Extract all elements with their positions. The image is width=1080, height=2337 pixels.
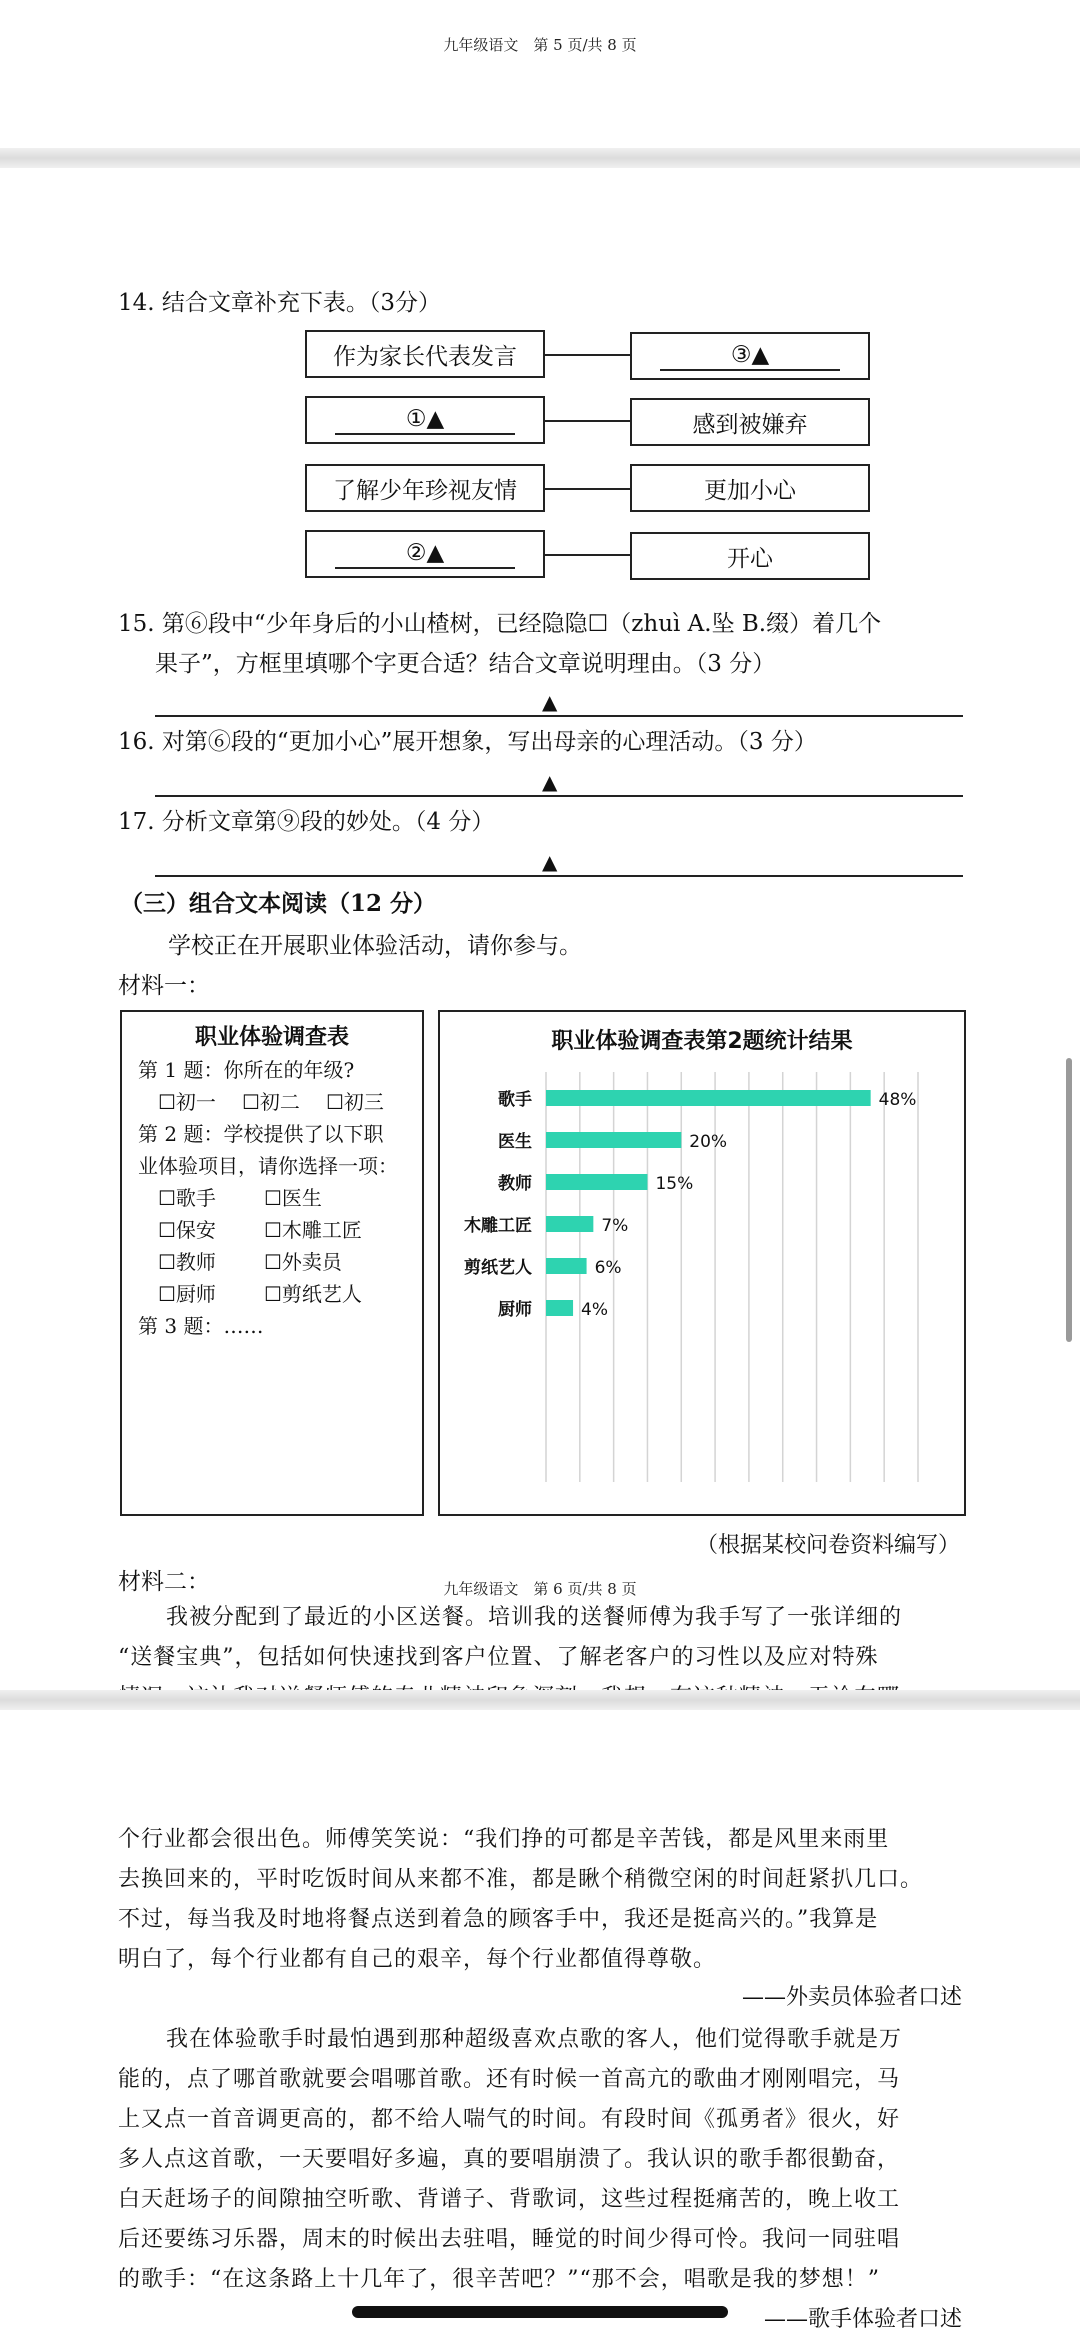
category-label: 医生 bbox=[498, 1132, 532, 1152]
text-line: 明白了，每个行业都有自己的艰辛，每个行业都值得尊敬。 bbox=[118, 1947, 717, 1972]
value-label: 6% bbox=[594, 1258, 622, 1278]
blank-3: ③▲ bbox=[660, 341, 840, 371]
category-label: 厨师 bbox=[498, 1300, 532, 1320]
connector-line bbox=[545, 354, 630, 356]
grade-option: ☐初一 bbox=[158, 1090, 216, 1114]
text-line: 去换回来的，平时吃饭时间从来都不准，都是瞅个稍微空闲的时间赶紧扒几口。 bbox=[118, 1867, 924, 1892]
survey-q3: 第 3 题：…… bbox=[138, 1314, 264, 1338]
page-separator bbox=[0, 148, 1080, 168]
material-2-continued bbox=[118, 1820, 978, 1980]
category-label: 木雕工匠 bbox=[464, 1216, 532, 1236]
table-cell-left-4 bbox=[305, 530, 545, 578]
home-indicator[interactable] bbox=[352, 2306, 728, 2318]
answer-marker: ▲ bbox=[542, 850, 558, 874]
text-line: “送餐宝典”，包括如何快速找到客户位置、了解老客户的习性以及应对特殊 bbox=[118, 1645, 879, 1670]
survey-title: 职业体验调查表 bbox=[194, 1025, 349, 1050]
table-cell-left-3 bbox=[305, 464, 545, 512]
text-line: 能的，点了哪首歌就要会唱哪首歌。还有时候一首高亢的歌曲才刚刚唱完，马 bbox=[118, 2067, 901, 2092]
text-line: 白天赶场子的间隙抽空听歌、背谱子、背歌词，这些过程挺痛苦的，晚上收工 bbox=[118, 2187, 901, 2212]
cell-text: 开心 bbox=[727, 545, 773, 572]
material-1-label: 材料一： bbox=[118, 973, 210, 999]
job-option: ☐外卖员 bbox=[264, 1250, 342, 1274]
table-cell-left-1 bbox=[305, 330, 545, 378]
connector-line bbox=[545, 554, 630, 556]
table-cell-left-2 bbox=[305, 396, 545, 444]
scrollbar-thumb[interactable] bbox=[1066, 1058, 1072, 1342]
job-option: ☐厨师 bbox=[158, 1282, 216, 1306]
cell-text: 了解少年珍视友情 bbox=[333, 477, 517, 504]
attribution: ——外卖员体验者口述 bbox=[741, 1985, 962, 2010]
page-separator bbox=[0, 1690, 1080, 1710]
text-line: 个行业都会很出色。师傅笑笑说：“我们挣的可都是辛苦钱，都是风里来雨里 bbox=[118, 1827, 890, 1852]
survey-form bbox=[120, 1010, 424, 1516]
bar bbox=[546, 1174, 647, 1190]
job-option: ☐歌手 bbox=[158, 1186, 216, 1210]
page-6 bbox=[0, 168, 1080, 1690]
job-option: ☐保安 bbox=[158, 1218, 216, 1242]
page-7-top bbox=[0, 1710, 1080, 2337]
question-15-line2: 果子”，方框里填哪个字更合适？结合文章说明理由。（3 分） bbox=[155, 651, 776, 677]
job-option: ☐木雕工匠 bbox=[264, 1218, 362, 1242]
category-label: 剪纸艺人 bbox=[464, 1258, 532, 1278]
question-17: 17. 分析文章第⑨段的妙处。（4 分） bbox=[118, 809, 495, 835]
text-line: 上又点一首音调更高的，都不给人喘气的时间。有段时间《孤勇者》很火，好 bbox=[118, 2107, 901, 2132]
blank-1: ①▲ bbox=[335, 405, 515, 435]
singer-paragraph bbox=[118, 2020, 978, 2300]
section-heading: （三）组合文本阅读（12 分） bbox=[120, 890, 437, 917]
answer-marker: ▲ bbox=[542, 690, 558, 714]
table-cell-right-2 bbox=[630, 398, 870, 446]
table-cell-right-4 bbox=[630, 532, 870, 580]
bar-chart bbox=[438, 1010, 966, 1516]
blank-2: ②▲ bbox=[335, 539, 515, 569]
cell-text: 作为家长代表发言 bbox=[333, 343, 517, 370]
bar bbox=[546, 1216, 593, 1232]
table-cell-right-3 bbox=[630, 464, 870, 512]
text-line: 后还要练习乐器，周末的时候出去驻唱，睡觉的时间少得可怜。我问一同驻唱 bbox=[118, 2227, 901, 2252]
survey-q2: 第 2 题：学校提供了以下职 bbox=[138, 1122, 384, 1146]
chart-title: 职业体验调查表第2题统计结果 bbox=[551, 1029, 853, 1054]
question-14: 14. 结合文章补充下表。（3分） bbox=[118, 290, 442, 316]
job-option: ☐剪纸艺人 bbox=[264, 1282, 362, 1306]
grade-option: ☐初二 bbox=[242, 1090, 300, 1114]
value-label: 7% bbox=[601, 1216, 629, 1236]
section-intro: 学校正在开展职业体验活动，请你参与。 bbox=[168, 933, 582, 959]
job-option: ☐医生 bbox=[264, 1186, 322, 1210]
page-footer: 九年级语文 第 5 页/共 8 页 bbox=[443, 36, 637, 54]
survey-q2: 业体验项目，请你选择一项： bbox=[138, 1154, 398, 1178]
bar bbox=[546, 1258, 587, 1274]
grade-option: ☐初三 bbox=[326, 1090, 384, 1114]
answer-marker: ▲ bbox=[542, 770, 558, 794]
material-2-label: 材料二： bbox=[118, 1569, 210, 1595]
table-cell-right-1 bbox=[630, 332, 870, 380]
cell-text: 更加小心 bbox=[704, 477, 796, 504]
value-label: 20% bbox=[689, 1132, 728, 1152]
job-option: ☐教师 bbox=[158, 1250, 216, 1274]
bar bbox=[546, 1300, 573, 1316]
category-label: 歌手 bbox=[498, 1090, 532, 1110]
chart-svg bbox=[440, 1012, 964, 1514]
connector-line bbox=[545, 488, 630, 490]
text-line: 多人点这首歌，一天要唱好多遍，真的要唱崩溃了。我认识的歌手都很勤奋， bbox=[118, 2147, 901, 2172]
page-footer: 九年级语文 第 6 页/共 8 页 bbox=[443, 1580, 637, 1598]
value-label: 4% bbox=[581, 1300, 609, 1320]
text-line: 我被分配到了最近的小区送餐。培训我的送餐师傅为我手写了一张详细的 bbox=[166, 1605, 903, 1630]
bar bbox=[546, 1090, 871, 1106]
question-15-line1: 15. 第⑥段中“少年身后的小山楂树，已经隐隐☐（zhuì A.坠 B.缀）着几个 bbox=[118, 611, 882, 637]
page-5-bottom bbox=[0, 0, 1080, 148]
text-line: 的歌手：“在这条路上十几年了，很辛苦吧？”“那不会，唱歌是我的梦想！” bbox=[118, 2267, 880, 2292]
category-label: 教师 bbox=[498, 1174, 532, 1194]
answer-line[interactable] bbox=[155, 795, 963, 797]
cell-text: 感到被嫌弃 bbox=[692, 411, 808, 438]
bar bbox=[546, 1132, 681, 1148]
question-16: 16. 对第⑥段的“更加小心”展开想象，写出母亲的心理活动。（3 分） bbox=[118, 729, 817, 755]
value-label: 15% bbox=[655, 1174, 694, 1194]
text-line: 不过，每当我及时地将餐点送到着急的顾客手中，我还是挺高兴的。”我算是 bbox=[118, 1907, 879, 1932]
value-label: 48% bbox=[878, 1090, 917, 1110]
source-note: （根据某校问卷资料编写） bbox=[695, 1533, 960, 1558]
text-line: 我在体验歌手时最怕遇到那种超级喜欢点歌的客人，他们觉得歌手就是万 bbox=[166, 2027, 903, 2052]
survey-q1: 第 1 题：你所在的年级? bbox=[138, 1058, 355, 1082]
connector-line bbox=[545, 420, 630, 422]
answer-line[interactable] bbox=[155, 875, 963, 877]
attribution: ——歌手体验者口述 bbox=[763, 2307, 962, 2332]
answer-line[interactable] bbox=[155, 715, 963, 717]
